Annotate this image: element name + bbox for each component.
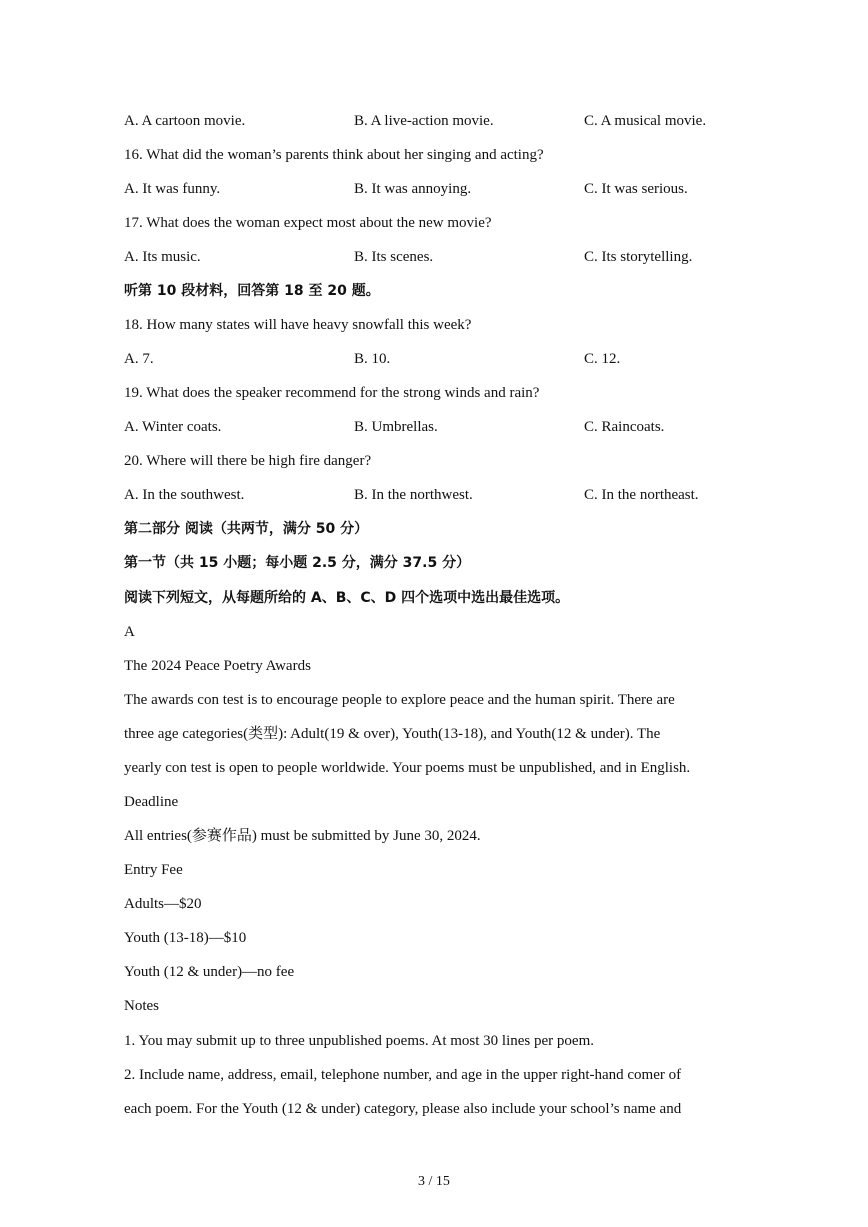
q15-option-c: C. A musical movie. bbox=[584, 113, 707, 129]
q15-options bbox=[124, 111, 744, 131]
q19-question: 19. What does the speaker recommend for the strong winds and rain? bbox=[124, 385, 540, 401]
q19-option-a: A. Winter coats. bbox=[124, 419, 222, 435]
section-1-heading: 第一节（共 15 小题；每小题 2.5 分，满分 37.5 分） bbox=[124, 555, 471, 571]
fee-item: Adults—$20 bbox=[124, 896, 202, 912]
q20-option-b: B. In the northwest. bbox=[354, 487, 473, 503]
q17-question: 17. What does the woman expect most about the new movie? bbox=[124, 215, 492, 231]
entry-fee-heading: Entry Fee bbox=[124, 862, 183, 878]
q18-option-a: A. 7. bbox=[124, 351, 154, 367]
q15-option-a: A. A cartoon movie. bbox=[124, 113, 246, 129]
passage-intro-line: The awards con test is to encourage people to explore peace and the human spirit. There are bbox=[124, 692, 675, 708]
q16-option-a: A. It was funny. bbox=[124, 181, 221, 197]
note-line: 1. You may submit up to three unpublished poems. At most 30 lines per poem. bbox=[124, 1033, 594, 1049]
reading-instruction: 阅读下列短文，从每题所给的 A、B、C、D 四个选项中选出最佳选项。 bbox=[124, 590, 570, 606]
fee-item: Youth (12 & under)—no fee bbox=[124, 964, 295, 980]
q17-options bbox=[124, 247, 744, 267]
q20-option-c: C. In the northeast. bbox=[584, 487, 699, 503]
q20-question: 20. Where will there be high fire danger? bbox=[124, 453, 372, 469]
deadline-text: All entries(参赛作品) must be submitted by June 30, 2024. bbox=[124, 828, 481, 844]
q17-option-a: A. Its music. bbox=[124, 249, 201, 265]
notes-heading: Notes bbox=[124, 998, 159, 1014]
q17-option-c: C. Its storytelling. bbox=[584, 249, 693, 265]
passage-title: The 2024 Peace Poetry Awards bbox=[124, 658, 311, 674]
q20-option-a: A. In the southwest. bbox=[124, 487, 245, 503]
q19-option-c: C. Raincoats. bbox=[584, 419, 665, 435]
note-line: 2. Include name, address, email, telephone number, and age in the upper right-hand comer of bbox=[124, 1067, 682, 1083]
q16-options bbox=[124, 179, 744, 199]
note-line: each poem. For the Youth (12 & under) category, please also include your school’s name and bbox=[124, 1101, 682, 1117]
q19-options bbox=[124, 417, 744, 437]
q18-option-b: B. 10. bbox=[354, 351, 391, 367]
passage-label: A bbox=[124, 624, 135, 640]
q17-option-b: B. Its scenes. bbox=[354, 249, 434, 265]
deadline-heading: Deadline bbox=[124, 794, 179, 810]
part-2-heading: 第二部分 阅读（共两节，满分 50 分） bbox=[124, 521, 369, 537]
q16-option-b: B. It was annoying. bbox=[354, 181, 472, 197]
q15-option-b: B. A live-action movie. bbox=[354, 113, 494, 129]
passage-intro-line: yearly con test is open to people worldwide. Your poems must be unpublished, and in English. bbox=[124, 760, 691, 776]
q16-question: 16. What did the woman’s parents think about her singing and acting? bbox=[124, 147, 544, 163]
q16-option-c: C. It was serious. bbox=[584, 181, 688, 197]
q19-option-b: B. Umbrellas. bbox=[354, 419, 438, 435]
q18-options bbox=[124, 349, 744, 369]
q18-question: 18. How many states will have heavy snowfall this week? bbox=[124, 317, 472, 333]
q18-option-c: C. 12. bbox=[584, 351, 621, 367]
q20-options bbox=[124, 485, 744, 505]
passage-intro-line: three age categories(类型): Adult(19 & over), Youth(13-18), and Youth(12 & under). The bbox=[124, 726, 661, 742]
section-10-instruction: 听第 10 段材料，回答第 18 至 20 题。 bbox=[124, 283, 380, 299]
page-number: 3 / 15 bbox=[418, 1174, 450, 1189]
fee-item: Youth (13-18)—$10 bbox=[124, 930, 247, 946]
